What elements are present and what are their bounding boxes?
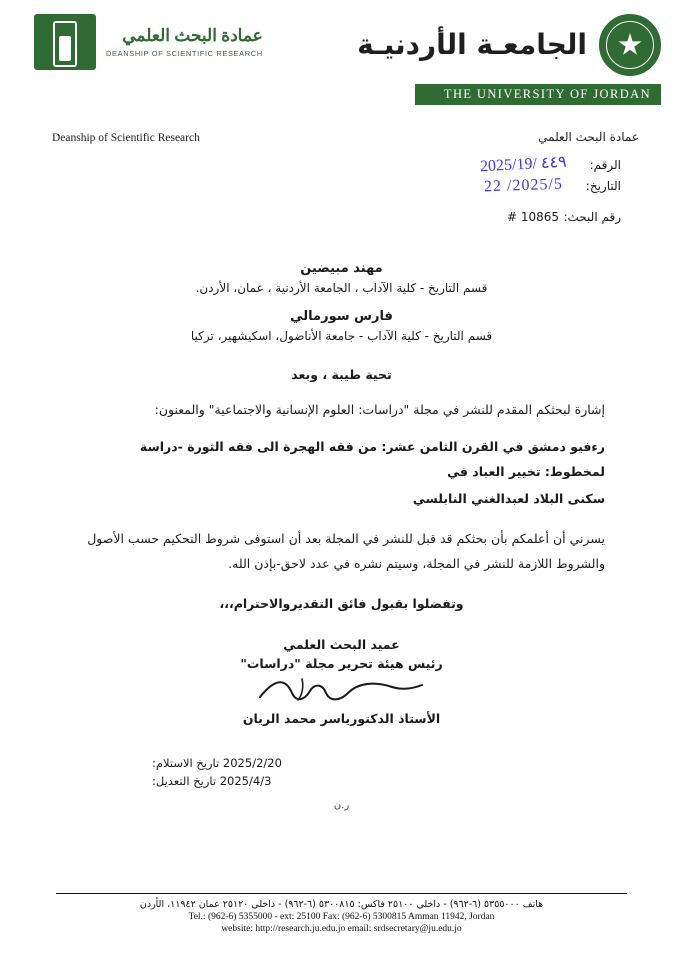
subheader-row (0, 118, 683, 144)
clerk-initials: ر.ن (333, 800, 350, 812)
deanship-title-en: DEANSHIP OF SCIENTIFIC RESEARCH (106, 49, 263, 58)
deanship-brand (34, 14, 263, 70)
recipient-1 (78, 261, 605, 295)
reference-number-label: الرقم: (589, 158, 621, 172)
acceptance-paragraph: يسرني أن أعلمكم بأن بحثكم قد قبل للنشر في المجلة بعد أن استوفى شروط التحكيم حسب الأصول والشروط اللازمة للنشر في المجلة، وسيتم نشره في عدد لاحق-بإذن الله. (87, 531, 605, 571)
reference-date-handwritten: 2025/5/ 22 (483, 175, 564, 196)
signature-title-1: عميد البحث العلمي (283, 637, 400, 653)
closing-line: وتفضلوا بقبول فائق التقديروالاحترام،،، (219, 596, 464, 612)
received-date-row (152, 756, 605, 770)
signatory-name: الأستاذ الدكتورياسر محمد الريان (242, 711, 441, 727)
letterhead-header (0, 0, 683, 118)
recipient-2 (78, 309, 605, 343)
reference-block (0, 153, 683, 231)
reference-date-label: التاريخ: (585, 179, 621, 193)
handwritten-signature-icon (78, 675, 605, 709)
footer-web-contact: website: http://research.ju.edu.jo email: srdsecretary@ju.edu.jo (221, 924, 462, 934)
footer-contact-en: Tel.: (962-6) 5355000 - ext: 25100 Fax: (962-6) 5300815 Amman 11942, Jordan (188, 912, 495, 922)
research-title-line-1: رءفيو دمشق في القرن الثامن عشر: من فقه الهجرة الى فقه الثورة -دراسة لمخطوط: تخيير العباد في (139, 439, 605, 480)
research-number-label: رقم البحث: (563, 210, 621, 224)
subheader-right-ar: عمادة البحث العلمي (538, 130, 639, 144)
recipient-2-name: فارس سورمالي (290, 309, 393, 324)
research-number-value: # 10865 (506, 210, 559, 224)
reference-date-row (0, 175, 621, 200)
dates-block (78, 756, 605, 788)
revised-date-value: 2025/4/3 (219, 774, 272, 789)
research-number-row (0, 210, 621, 231)
university-name-ar: الجامعـة الأردنيـة (357, 28, 587, 61)
letter-body (0, 231, 683, 811)
research-title-line-2: سكنى البلاد لعبدالغني النابلسي (412, 491, 605, 507)
book-pillar-logo-icon (34, 14, 96, 70)
reference-paragraph: إشارة لبحثكم المقدم للنشر في مجلة "دراسات: العلوم الإنسانية والاجتماعية" والمعنون: (154, 402, 605, 417)
recipient-2-affiliation: قسم التاريخ - كلية الآداب - جامعة الأناضول، اسكيشهير، تركيا (190, 329, 493, 343)
subheader-left-en: Deanship of Scientific Research (52, 132, 200, 144)
reference-number-handwritten: ٤٤٩ /2025/19 (479, 153, 568, 176)
recipient-1-affiliation: قسم التاريخ - كلية الآداب ، الجامعة الأردنية ، عمان، الأردن. (195, 281, 488, 295)
greeting-line: تحية طيبة ، وبعد (291, 367, 392, 382)
footer-divider (56, 893, 627, 894)
received-date-label: تاريخ الاستلام: (152, 756, 220, 771)
footer-contact-ar: هاتف ٥٣٥٥٠٠٠ (٦-٩٦٢) - داخلي ٢٥١٠٠ فاكس: ٥٣٠٠٨١٥ (٦-٩٦٢) - داخلي ٢٥١٢٠ عمان ١١٩٤٢، الأردن (139, 899, 544, 910)
revised-date-label: تاريخ التعديل: (152, 774, 217, 789)
signature-block (78, 637, 605, 726)
deanship-title-ar: عمادة البحث العلمي (122, 26, 263, 45)
university-seal-icon (599, 14, 661, 76)
university-name-en: THE UNIVERSITY OF JORDAN (415, 84, 661, 105)
university-brand (357, 14, 661, 105)
received-date-value: 2025/2/20 (222, 756, 282, 771)
letterhead-footer (0, 893, 683, 934)
revised-date-row (152, 774, 605, 788)
signature-title-2: رئيس هيئة تحرير مجلة "دراسات" (240, 656, 443, 672)
recipient-1-name: مهند مبيضين (300, 261, 383, 276)
